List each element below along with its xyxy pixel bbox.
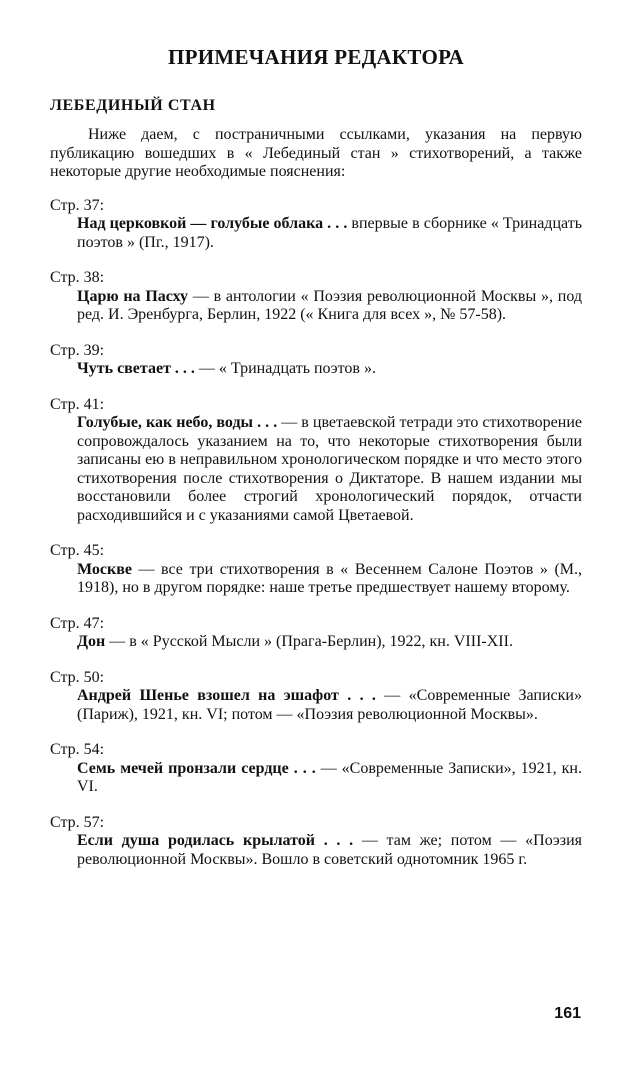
note-p47 bbox=[50, 615, 582, 652]
note-ref: Стр. 45: bbox=[50, 542, 105, 559]
poem-title: Царю на Пасху bbox=[77, 287, 189, 305]
note-body bbox=[50, 832, 582, 869]
intro-paragraph: Ниже даем, с постраничными ссылками, указания на первую публикацию вошедших в « Лебединый стан » стихотворений, а также некоторые другие необходимые пояснения: bbox=[50, 126, 582, 180]
note-p38 bbox=[50, 269, 582, 325]
poem-title: Андрей Шенье взошел на эшафот . . . bbox=[77, 687, 376, 704]
note-ref: Стр. 50: bbox=[50, 668, 105, 686]
note-text: — в « Русской Мысли » (Прага-Берлин), 1922, кн. VIII-XII. bbox=[105, 633, 513, 650]
note-text: — в антологии « Поэзия революционной Москвы », под ред. И. Эренбурга, Берлин, 1922 (« Книга для всех », № 57-58). bbox=[77, 287, 582, 323]
note-text: — там же; потом — «Поэзия революционной Москвы». Вошло в советский однотомник 1965 г. bbox=[77, 832, 582, 868]
note-body bbox=[50, 760, 582, 797]
poem-title: Если душа родилась крылатой . . . bbox=[77, 832, 354, 849]
note-ref: Стр. 47: bbox=[50, 614, 105, 632]
note-body bbox=[50, 288, 582, 325]
note-p39 bbox=[50, 342, 582, 379]
note-p57 bbox=[50, 814, 582, 870]
note-text: впервые в сборнике « Тринадцать поэтов » (Пг., 1917). bbox=[77, 215, 582, 251]
note-p41 bbox=[50, 396, 582, 526]
section-title: ЛЕБЕДИНЫЙ СТАН bbox=[50, 97, 216, 114]
poem-title: Голубые, как небо, воды . . . bbox=[77, 414, 278, 431]
poem-title: Семь мечей пронзали сердце . . . bbox=[77, 759, 316, 777]
note-ref: Стр. 38: bbox=[50, 269, 105, 286]
note-body bbox=[50, 414, 582, 525]
page-number: 161 bbox=[554, 1005, 581, 1022]
page-title: ПРИМЕЧАНИЯ РЕДАКТОРА bbox=[167, 45, 465, 69]
note-ref: Стр. 41: bbox=[50, 395, 105, 413]
poem-title: Дон bbox=[77, 633, 106, 650]
note-ref: Стр. 37: bbox=[50, 196, 105, 214]
poem-title: Чуть светает . . . bbox=[77, 360, 195, 377]
note-text: — все три стихотворения в « Весеннем Салоне Поэтов » (М., 1918), но в другом порядке: наше третье предшествует нашему второму. bbox=[77, 560, 582, 596]
poem-title: Над церковкой — голубые облака . . . bbox=[77, 215, 348, 232]
page-content bbox=[50, 44, 582, 886]
note-ref: Стр. 39: bbox=[50, 341, 105, 359]
note-text: — «Современные Записки» (Париж), 1921, кн. VI; потом — «Поэзия революционной Москвы». bbox=[77, 687, 582, 723]
note-body bbox=[50, 561, 582, 598]
note-text: — «Современные Записки», 1921, кн. VI. bbox=[77, 759, 582, 795]
note-body bbox=[50, 687, 582, 724]
note-body bbox=[50, 633, 582, 652]
note-text: — « Тринадцать поэтов ». bbox=[194, 360, 376, 377]
note-ref: Стр. 57: bbox=[50, 813, 105, 831]
note-p37 bbox=[50, 197, 582, 253]
note-p50 bbox=[50, 669, 582, 725]
note-p45 bbox=[50, 542, 582, 598]
poem-title: Москве bbox=[77, 560, 132, 578]
note-body bbox=[50, 215, 582, 252]
note-body bbox=[50, 360, 582, 379]
note-text: — в цветаевской тетради это стихотворение сопровождалось указанием на то, что некоторые стихотворения были записаны ею в неправильном хронологическом порядке и что место этого стихотворения после стихотворения о Диктаторе. В нашем издании мы восстановили более строгий хронологический порядок, отчасти расходившийся и с указаниями самой Цветаевой. bbox=[77, 414, 582, 524]
note-ref: Стр. 54: bbox=[50, 741, 105, 758]
note-p54 bbox=[50, 741, 582, 797]
